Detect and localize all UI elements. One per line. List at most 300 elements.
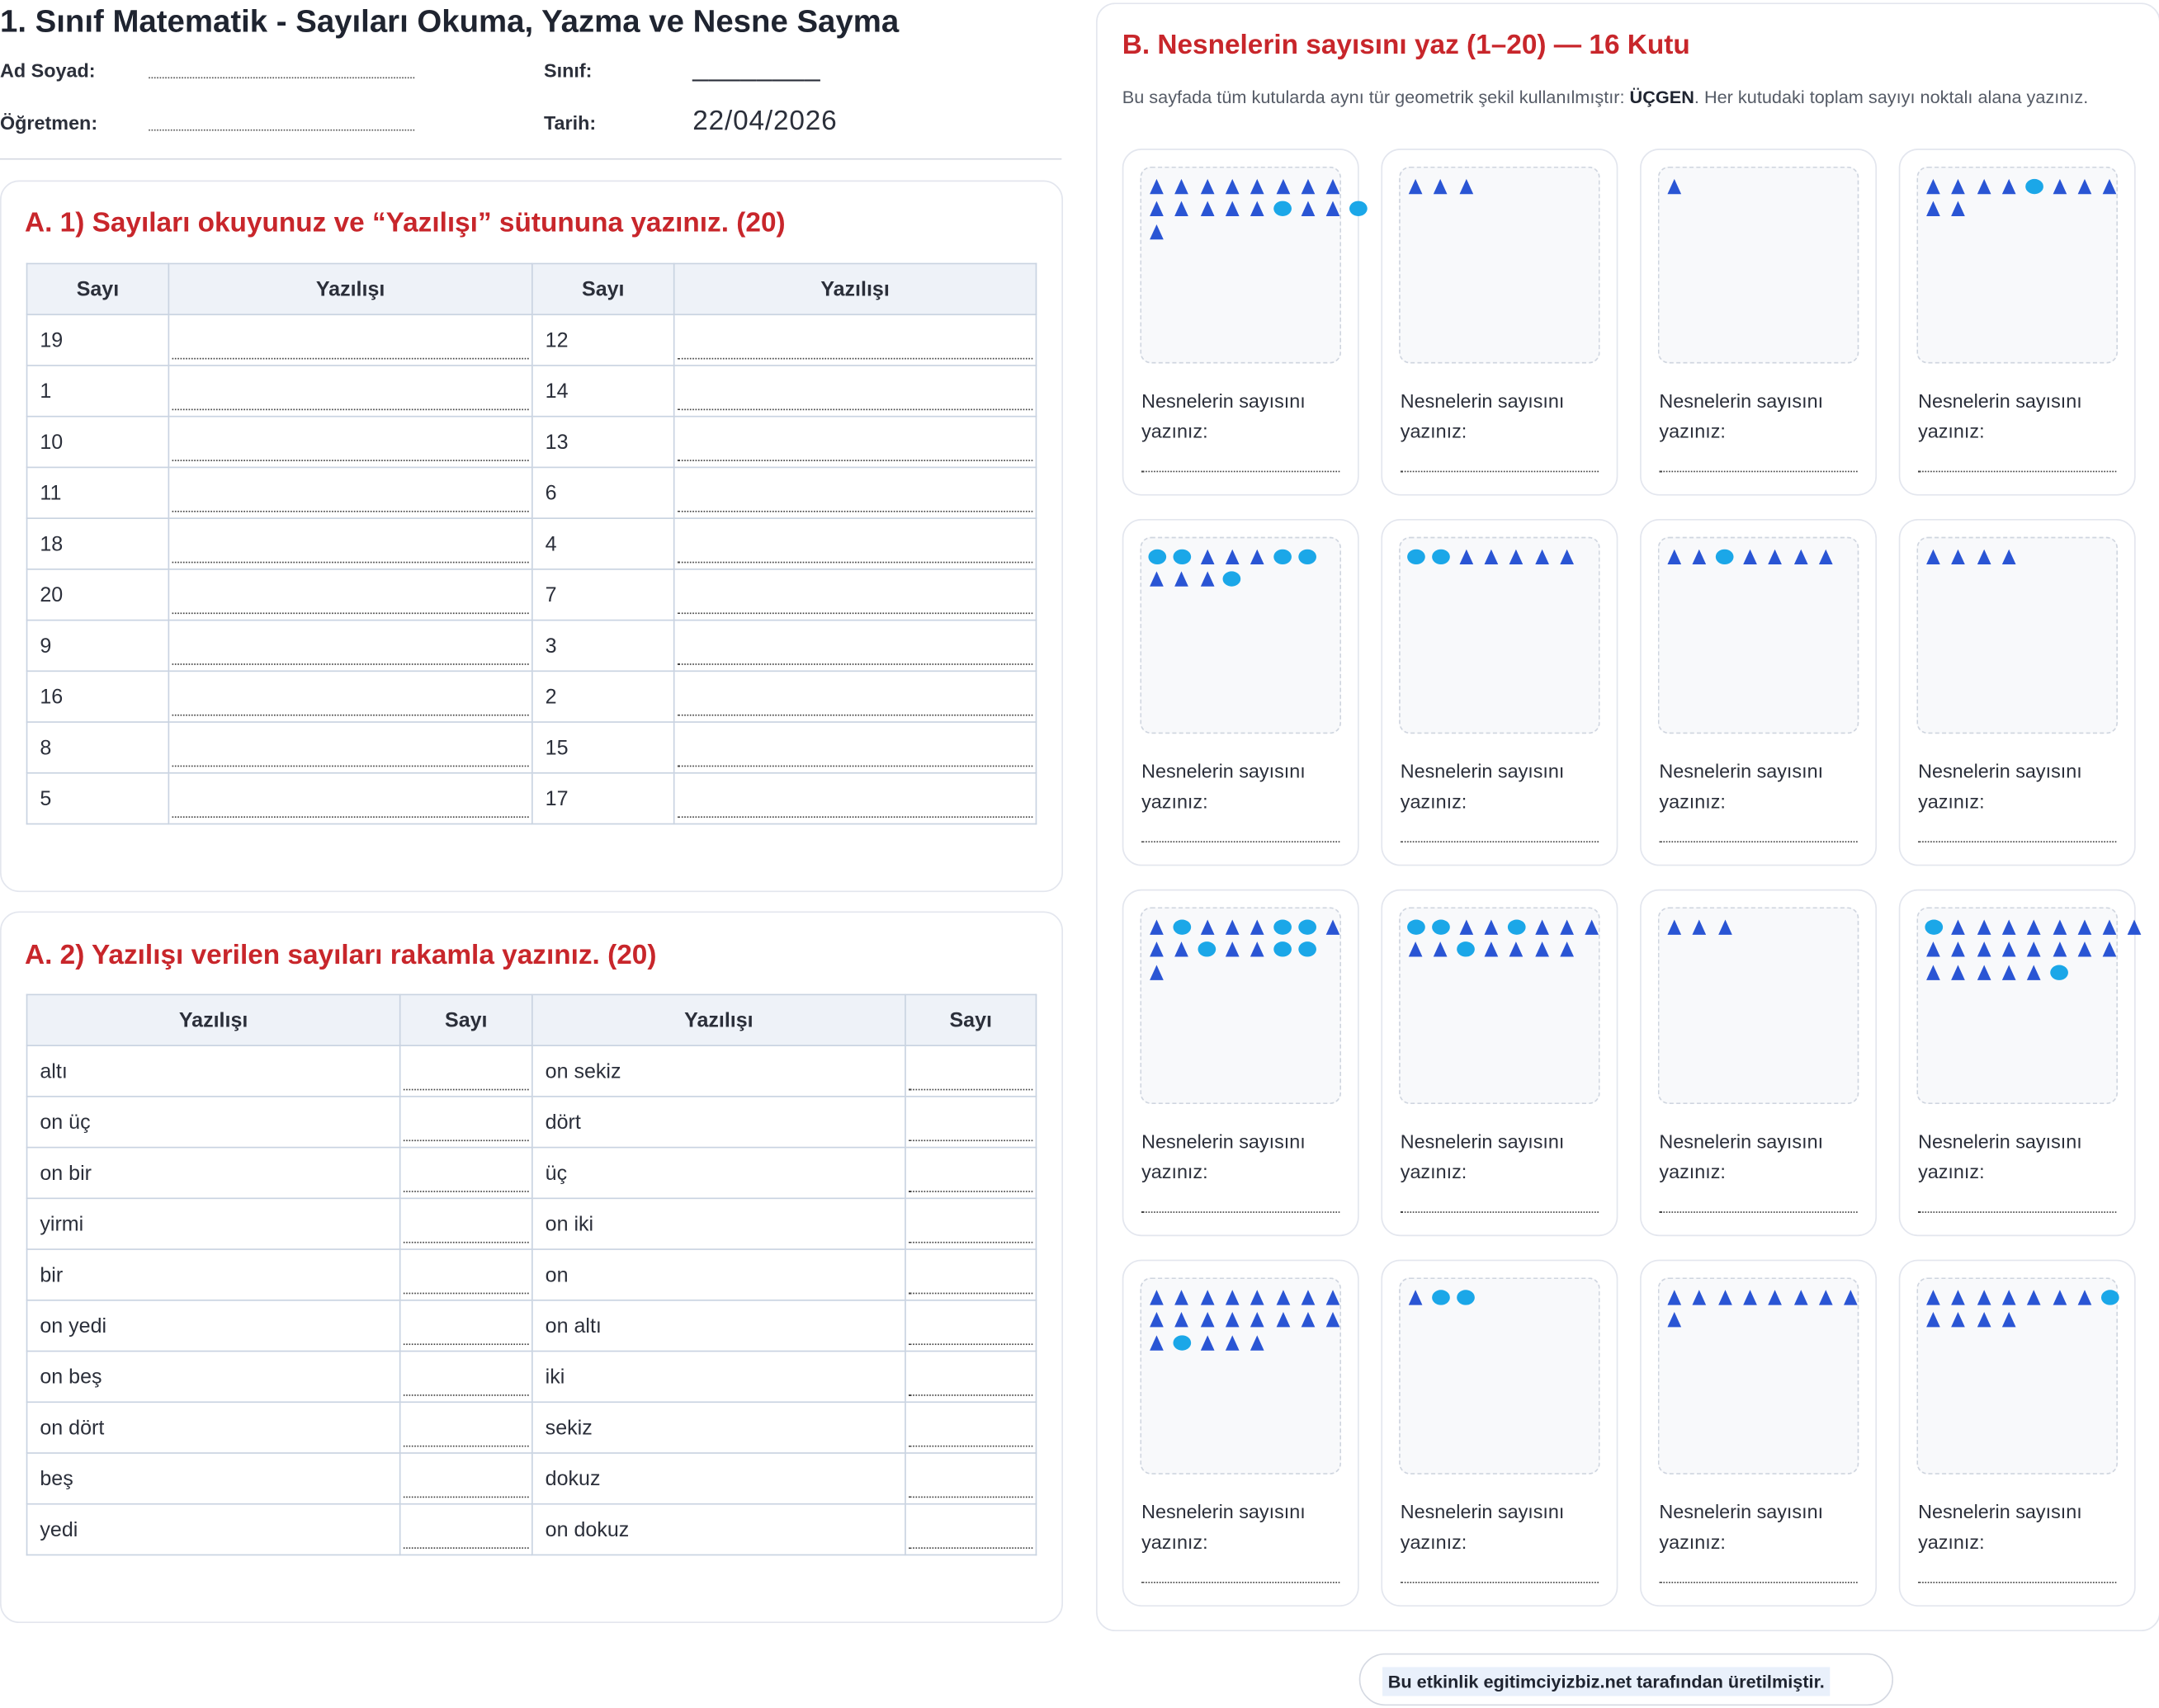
box-label: Nesnelerin sayısını yazınız: bbox=[1141, 1500, 1306, 1553]
triangle-shape bbox=[1250, 919, 1264, 934]
shape-area bbox=[1399, 1277, 1600, 1474]
triangle-shape bbox=[1200, 179, 1214, 194]
triangle-shape bbox=[1743, 1290, 1757, 1305]
triangle-shape bbox=[1560, 942, 1574, 957]
box-label: Nesnelerin sayısını yazınız: bbox=[1659, 1500, 1824, 1553]
count-answer-field[interactable] bbox=[1659, 1582, 1857, 1583]
number-answer-field[interactable] bbox=[400, 1198, 532, 1249]
word-cell: dokuz bbox=[532, 1453, 905, 1504]
count-answer-field[interactable] bbox=[1401, 1582, 1599, 1583]
number-answer-field[interactable] bbox=[905, 1352, 1036, 1403]
triangle-shape bbox=[1667, 919, 1681, 934]
triangle-shape bbox=[1667, 179, 1681, 194]
triangle-shape bbox=[2002, 550, 2016, 564]
triangle-shape bbox=[1926, 965, 1940, 979]
number-cell: 1 bbox=[27, 366, 169, 417]
writing-answer-field[interactable] bbox=[674, 467, 1037, 518]
number-answer-field[interactable] bbox=[400, 1453, 532, 1504]
triangle-shape bbox=[1250, 1335, 1264, 1350]
oval-shape bbox=[1457, 942, 1475, 957]
triangle-shape bbox=[1301, 201, 1315, 216]
triangle-shape bbox=[1977, 919, 1991, 934]
shape-area bbox=[1916, 1277, 2118, 1474]
number-cell: 2 bbox=[532, 671, 674, 722]
oval-shape bbox=[1148, 550, 1166, 564]
triangle-shape bbox=[1844, 1290, 1858, 1305]
word-cell: beş bbox=[27, 1453, 400, 1504]
triangle-shape bbox=[1276, 1290, 1290, 1305]
triangle-shape bbox=[1743, 550, 1757, 564]
writing-answer-field[interactable] bbox=[674, 620, 1037, 672]
number-answer-field[interactable] bbox=[400, 1249, 532, 1300]
triangle-shape bbox=[2077, 179, 2091, 194]
triangle-shape bbox=[1200, 201, 1214, 216]
box-label: Nesnelerin sayısını yazınız: bbox=[1659, 389, 1824, 442]
triangle-shape bbox=[1509, 550, 1524, 564]
shape-area bbox=[1916, 907, 2118, 1104]
count-box bbox=[1640, 1260, 1877, 1607]
count-box bbox=[1640, 519, 1877, 866]
number-answer-field[interactable] bbox=[905, 1504, 1036, 1555]
triangle-shape bbox=[1952, 919, 1966, 934]
triangle-shape bbox=[1150, 1335, 1164, 1350]
triangle-shape bbox=[2027, 965, 2041, 979]
table-row bbox=[27, 1504, 1037, 1555]
word-cell: on dokuz bbox=[532, 1504, 905, 1555]
column-header: Yazılışı bbox=[27, 994, 400, 1045]
number-cell: 7 bbox=[532, 569, 674, 620]
number-answer-field[interactable] bbox=[400, 1402, 532, 1453]
triangle-shape bbox=[1150, 201, 1164, 216]
word-cell: on altı bbox=[532, 1300, 905, 1352]
word-cell: bir bbox=[27, 1249, 400, 1300]
shape-area bbox=[1140, 537, 1341, 734]
triangle-shape bbox=[2002, 942, 2016, 957]
number-answer-field[interactable] bbox=[905, 1402, 1036, 1453]
count-answer-field[interactable] bbox=[1659, 1211, 1857, 1213]
triangle-shape bbox=[1977, 179, 1991, 194]
triangle-shape bbox=[2027, 919, 2041, 934]
triangle-shape bbox=[1819, 550, 1833, 564]
section-a2-title: A. 2) Yazılışı verilen sayıları rakamla yazınız. (20) bbox=[25, 940, 657, 971]
triangle-shape bbox=[2002, 919, 2016, 934]
triangle-shape bbox=[1952, 550, 1966, 564]
triangle-shape bbox=[1250, 1312, 1264, 1327]
oval-shape bbox=[1173, 550, 1191, 564]
triangle-shape bbox=[2053, 1290, 2067, 1305]
oval-shape bbox=[1406, 550, 1424, 564]
word-cell: dört bbox=[532, 1097, 905, 1148]
triangle-shape bbox=[1484, 550, 1498, 564]
triangle-shape bbox=[1226, 550, 1240, 564]
number-answer-field[interactable] bbox=[400, 1504, 532, 1555]
table-row bbox=[27, 417, 1037, 468]
count-box bbox=[1381, 149, 1618, 495]
triangle-shape bbox=[1175, 179, 1189, 194]
column-header: Yazılışı bbox=[532, 994, 905, 1045]
oval-shape bbox=[2025, 179, 2043, 194]
triangle-shape bbox=[1250, 1290, 1264, 1305]
section-a1-title: A. 1) Sayıları okuyunuz ve “Yazılışı” sütununa yazınız. (20) bbox=[25, 207, 786, 238]
oval-shape bbox=[1173, 919, 1191, 934]
table-row bbox=[27, 620, 1037, 672]
count-answer-field[interactable] bbox=[1918, 471, 2116, 473]
word-cell: üç bbox=[532, 1148, 905, 1199]
box-label: Nesnelerin sayısını yazınız: bbox=[1659, 1130, 1824, 1183]
triangle-shape bbox=[1175, 572, 1189, 587]
count-answer-field[interactable] bbox=[1141, 1582, 1339, 1583]
triangle-shape bbox=[2103, 919, 2117, 934]
triangle-shape bbox=[1459, 179, 1473, 194]
number-cell: 13 bbox=[532, 417, 674, 468]
date-label: Tarih: bbox=[544, 111, 597, 134]
teacher-label: Öğretmen: bbox=[0, 111, 98, 134]
number-cell: 12 bbox=[532, 314, 674, 366]
table-row bbox=[27, 1097, 1037, 1148]
box-label: Nesnelerin sayısını yazınız: bbox=[1918, 759, 2082, 813]
triangle-shape bbox=[1301, 1312, 1315, 1327]
oval-shape bbox=[2050, 965, 2068, 979]
writing-answer-field[interactable] bbox=[674, 366, 1037, 417]
teacher-field[interactable] bbox=[149, 130, 414, 131]
triangle-shape bbox=[1585, 919, 1599, 934]
writing-answer-field[interactable] bbox=[674, 417, 1037, 468]
writing-answer-field[interactable] bbox=[168, 518, 531, 569]
writing-answer-field[interactable] bbox=[168, 467, 531, 518]
number-answer-field[interactable] bbox=[400, 1352, 532, 1403]
count-answer-field[interactable] bbox=[1401, 1211, 1599, 1213]
triangle-shape bbox=[1150, 572, 1164, 587]
column-header: Sayı bbox=[400, 994, 532, 1045]
section-a1-table bbox=[26, 263, 1037, 825]
triangle-shape bbox=[1250, 550, 1264, 564]
triangle-shape bbox=[2053, 942, 2067, 957]
column-header: Sayı bbox=[532, 263, 674, 314]
writing-answer-field[interactable] bbox=[168, 569, 531, 620]
count-box bbox=[1640, 889, 1877, 1236]
column-header: Sayı bbox=[27, 263, 169, 314]
date-value: 22/04/2026 bbox=[692, 106, 838, 137]
triangle-shape bbox=[1926, 201, 1940, 216]
count-answer-field[interactable] bbox=[1918, 841, 2116, 842]
table-row bbox=[27, 1148, 1037, 1199]
triangle-shape bbox=[2077, 942, 2091, 957]
triangle-shape bbox=[1534, 919, 1548, 934]
word-cell: on bir bbox=[27, 1148, 400, 1199]
count-box bbox=[1122, 1260, 1359, 1607]
triangle-shape bbox=[1793, 550, 1807, 564]
box-label: Nesnelerin sayısını yazınız: bbox=[1918, 1130, 2082, 1183]
triangle-shape bbox=[1977, 942, 1991, 957]
writing-answer-field[interactable] bbox=[168, 671, 531, 722]
box-label: Nesnelerin sayısını yazınız: bbox=[1400, 759, 1565, 813]
triangle-shape bbox=[1926, 550, 1940, 564]
triangle-shape bbox=[1226, 1335, 1240, 1350]
shape-area bbox=[1916, 167, 2118, 364]
triangle-shape bbox=[1693, 550, 1707, 564]
number-answer-field[interactable] bbox=[400, 1148, 532, 1199]
triangle-shape bbox=[1926, 1312, 1940, 1327]
triangle-shape bbox=[1200, 1335, 1214, 1350]
table-row bbox=[27, 1198, 1037, 1249]
box-label: Nesnelerin sayısını yazınız: bbox=[1918, 1500, 2082, 1553]
triangle-shape bbox=[2002, 1290, 2016, 1305]
count-answer-field[interactable] bbox=[1659, 841, 1857, 842]
triangle-shape bbox=[1926, 942, 1940, 957]
count-answer-field[interactable] bbox=[1141, 471, 1339, 473]
table-row bbox=[27, 518, 1037, 569]
triangle-shape bbox=[1226, 1290, 1240, 1305]
shape-area bbox=[1658, 167, 1859, 364]
word-cell: yedi bbox=[27, 1504, 400, 1555]
triangle-shape bbox=[2128, 919, 2142, 934]
box-label: Nesnelerin sayısını yazınız: bbox=[1141, 759, 1306, 813]
number-cell: 11 bbox=[27, 467, 169, 518]
oval-shape bbox=[1198, 942, 1217, 957]
triangle-shape bbox=[2002, 1312, 2016, 1327]
count-box bbox=[1899, 519, 2136, 866]
triangle-shape bbox=[1484, 942, 1498, 957]
triangle-shape bbox=[1150, 224, 1164, 238]
shape-area bbox=[1658, 537, 1859, 734]
triangle-shape bbox=[1326, 1290, 1340, 1305]
triangle-shape bbox=[1409, 942, 1423, 957]
footer-text: Bu etkinlik egitimciyizbiz.net tarafından üretilmiştir. bbox=[1382, 1667, 1830, 1696]
word-cell: sekiz bbox=[532, 1402, 905, 1453]
word-cell: iki bbox=[532, 1352, 905, 1403]
number-answer-field[interactable] bbox=[905, 1453, 1036, 1504]
count-answer-field[interactable] bbox=[1141, 841, 1339, 842]
oval-shape bbox=[1406, 919, 1424, 934]
oval-shape bbox=[1432, 1290, 1450, 1305]
writing-answer-field[interactable] bbox=[674, 569, 1037, 620]
box-label: Nesnelerin sayısını yazınız: bbox=[1659, 759, 1824, 813]
shape-area bbox=[1399, 907, 1600, 1104]
triangle-shape bbox=[1150, 1312, 1164, 1327]
triangle-shape bbox=[1793, 1290, 1807, 1305]
number-answer-field[interactable] bbox=[905, 1045, 1036, 1097]
writing-answer-field[interactable] bbox=[674, 671, 1037, 722]
triangle-shape bbox=[1226, 201, 1240, 216]
count-answer-field[interactable] bbox=[1141, 1211, 1339, 1213]
triangle-shape bbox=[1150, 1290, 1164, 1305]
triangle-shape bbox=[1534, 942, 1548, 957]
count-answer-field[interactable] bbox=[1918, 1582, 2116, 1583]
number-cell: 16 bbox=[27, 671, 169, 722]
triangle-shape bbox=[1952, 942, 1966, 957]
table-row bbox=[27, 1300, 1037, 1352]
triangle-shape bbox=[1459, 919, 1473, 934]
triangle-shape bbox=[1226, 919, 1240, 934]
word-cell: on dört bbox=[27, 1402, 400, 1453]
triangle-shape bbox=[1926, 179, 1940, 194]
count-answer-field[interactable] bbox=[1401, 471, 1599, 473]
section-b-title: B. Nesnelerin sayısını yaz (1–20) — 16 Kutu bbox=[1122, 30, 1690, 61]
box-label: Nesnelerin sayısını yazınız: bbox=[1141, 1130, 1306, 1183]
number-answer-field[interactable] bbox=[400, 1097, 532, 1148]
shape-area bbox=[1140, 907, 1341, 1104]
triangle-shape bbox=[1326, 919, 1340, 934]
number-answer-field[interactable] bbox=[905, 1249, 1036, 1300]
table-row bbox=[27, 671, 1037, 722]
triangle-shape bbox=[1977, 1312, 1991, 1327]
number-cell: 8 bbox=[27, 722, 169, 773]
triangle-shape bbox=[1200, 1290, 1214, 1305]
triangle-shape bbox=[1200, 572, 1214, 587]
writing-answer-field[interactable] bbox=[674, 518, 1037, 569]
word-cell: on sekiz bbox=[532, 1045, 905, 1097]
table-row bbox=[27, 1453, 1037, 1504]
oval-shape bbox=[1273, 942, 1292, 957]
number-answer-field[interactable] bbox=[905, 1198, 1036, 1249]
triangle-shape bbox=[1819, 1290, 1833, 1305]
triangle-shape bbox=[1326, 1312, 1340, 1327]
triangle-shape bbox=[1200, 919, 1214, 934]
triangle-shape bbox=[1276, 1312, 1290, 1327]
number-cell: 14 bbox=[532, 366, 674, 417]
number-cell: 5 bbox=[27, 773, 169, 824]
count-answer-field[interactable] bbox=[1401, 841, 1599, 842]
shape-area bbox=[1916, 537, 2118, 734]
table-row bbox=[27, 1352, 1037, 1403]
triangle-shape bbox=[1952, 179, 1966, 194]
triangle-shape bbox=[1693, 919, 1707, 934]
box-label: Nesnelerin sayısını yazınız: bbox=[1400, 1500, 1565, 1553]
count-box bbox=[1122, 519, 1359, 866]
triangle-shape bbox=[1301, 179, 1315, 194]
writing-answer-field[interactable] bbox=[168, 417, 531, 468]
count-box bbox=[1122, 889, 1359, 1236]
triangle-shape bbox=[1534, 550, 1548, 564]
triangle-shape bbox=[1175, 942, 1189, 957]
triangle-shape bbox=[1560, 550, 1574, 564]
count-answer-field[interactable] bbox=[1659, 471, 1857, 473]
oval-shape bbox=[2100, 1290, 2119, 1305]
triangle-shape bbox=[1977, 550, 1991, 564]
number-cell: 10 bbox=[27, 417, 169, 468]
triangle-shape bbox=[1226, 179, 1240, 194]
triangle-shape bbox=[1326, 179, 1340, 194]
triangle-shape bbox=[1150, 942, 1164, 957]
triangle-shape bbox=[1434, 179, 1448, 194]
class-label: Sınıf: bbox=[544, 59, 593, 82]
box-label: Nesnelerin sayısını yazınız: bbox=[1400, 1130, 1565, 1183]
number-cell: 17 bbox=[532, 773, 674, 824]
writing-answer-field[interactable] bbox=[168, 773, 531, 824]
count-box bbox=[1899, 889, 2136, 1236]
triangle-shape bbox=[1769, 550, 1783, 564]
count-box bbox=[1381, 519, 1618, 866]
number-cell: 19 bbox=[27, 314, 169, 366]
triangle-shape bbox=[1175, 1290, 1189, 1305]
triangle-shape bbox=[1952, 1312, 1966, 1327]
triangle-shape bbox=[1175, 1312, 1189, 1327]
number-cell: 18 bbox=[27, 518, 169, 569]
oval-shape bbox=[1299, 919, 1317, 934]
triangle-shape bbox=[1150, 965, 1164, 979]
triangle-shape bbox=[1717, 1290, 1731, 1305]
number-answer-field[interactable] bbox=[905, 1300, 1036, 1352]
count-box bbox=[1640, 149, 1877, 495]
writing-answer-field[interactable] bbox=[674, 722, 1037, 773]
word-cell: yirmi bbox=[27, 1198, 400, 1249]
number-answer-field[interactable] bbox=[905, 1148, 1036, 1199]
triangle-shape bbox=[1459, 550, 1473, 564]
word-cell: on üç bbox=[27, 1097, 400, 1148]
footer-badge bbox=[1359, 1654, 1893, 1706]
oval-shape bbox=[1273, 550, 1292, 564]
table-row bbox=[27, 314, 1037, 366]
table-row bbox=[27, 773, 1037, 824]
oval-shape bbox=[1432, 550, 1450, 564]
number-answer-field[interactable] bbox=[400, 1300, 532, 1352]
oval-shape bbox=[1273, 919, 1292, 934]
shape-area bbox=[1140, 1277, 1341, 1474]
triangle-shape bbox=[1560, 919, 1574, 934]
writing-answer-field[interactable] bbox=[168, 620, 531, 672]
section-a2-table bbox=[26, 994, 1037, 1556]
triangle-shape bbox=[2053, 179, 2067, 194]
triangle-shape bbox=[1769, 1290, 1783, 1305]
triangle-shape bbox=[1175, 201, 1189, 216]
writing-answer-field[interactable] bbox=[168, 366, 531, 417]
shape-type: ÜÇGEN bbox=[1629, 87, 1694, 108]
triangle-shape bbox=[2103, 942, 2117, 957]
triangle-shape bbox=[1693, 1290, 1707, 1305]
triangle-shape bbox=[2077, 1290, 2091, 1305]
count-box bbox=[1899, 149, 2136, 495]
count-answer-field[interactable] bbox=[1918, 1211, 2116, 1213]
shape-area bbox=[1140, 167, 1341, 364]
class-value[interactable]: ________ bbox=[692, 52, 821, 83]
triangle-shape bbox=[2103, 179, 2117, 194]
writing-answer-field[interactable] bbox=[674, 773, 1037, 824]
table-row bbox=[27, 1402, 1037, 1453]
writing-answer-field[interactable] bbox=[168, 722, 531, 773]
column-header: Sayı bbox=[905, 994, 1036, 1045]
number-answer-field[interactable] bbox=[905, 1097, 1036, 1148]
triangle-shape bbox=[1200, 550, 1214, 564]
count-box bbox=[1899, 1260, 2136, 1607]
page-title: 1. Sınıf Matematik - Sayıları Okuma, Yazma ve Nesne Sayma bbox=[0, 2, 900, 39]
word-cell: on yedi bbox=[27, 1300, 400, 1352]
oval-shape bbox=[1716, 550, 1734, 564]
triangle-shape bbox=[1717, 919, 1731, 934]
column-header: Yazılışı bbox=[168, 263, 531, 314]
triangle-shape bbox=[1667, 1290, 1681, 1305]
writing-answer-field[interactable] bbox=[674, 314, 1037, 366]
shape-area bbox=[1658, 1277, 1859, 1474]
section-b-description: Bu sayfada tüm kutularda aynı tür geometrik şekil kullanılmıştır: ÜÇGEN. Her kutudaki toplam sayıyı noktalı alana yazınız. bbox=[1122, 87, 2089, 108]
triangle-shape bbox=[1250, 201, 1264, 216]
column-header: Yazılışı bbox=[674, 263, 1037, 314]
triangle-shape bbox=[1409, 179, 1423, 194]
writing-answer-field[interactable] bbox=[168, 314, 531, 366]
triangle-shape bbox=[2027, 942, 2041, 957]
number-cell: 4 bbox=[532, 518, 674, 569]
triangle-shape bbox=[1667, 550, 1681, 564]
number-answer-field[interactable] bbox=[400, 1045, 532, 1097]
table-row bbox=[27, 1249, 1037, 1300]
name-field[interactable] bbox=[149, 77, 414, 78]
count-box bbox=[1122, 149, 1359, 495]
triangle-shape bbox=[2002, 179, 2016, 194]
number-cell: 9 bbox=[27, 620, 169, 672]
triangle-shape bbox=[1150, 179, 1164, 194]
triangle-shape bbox=[1250, 942, 1264, 957]
number-cell: 6 bbox=[532, 467, 674, 518]
word-cell: on bbox=[532, 1249, 905, 1300]
